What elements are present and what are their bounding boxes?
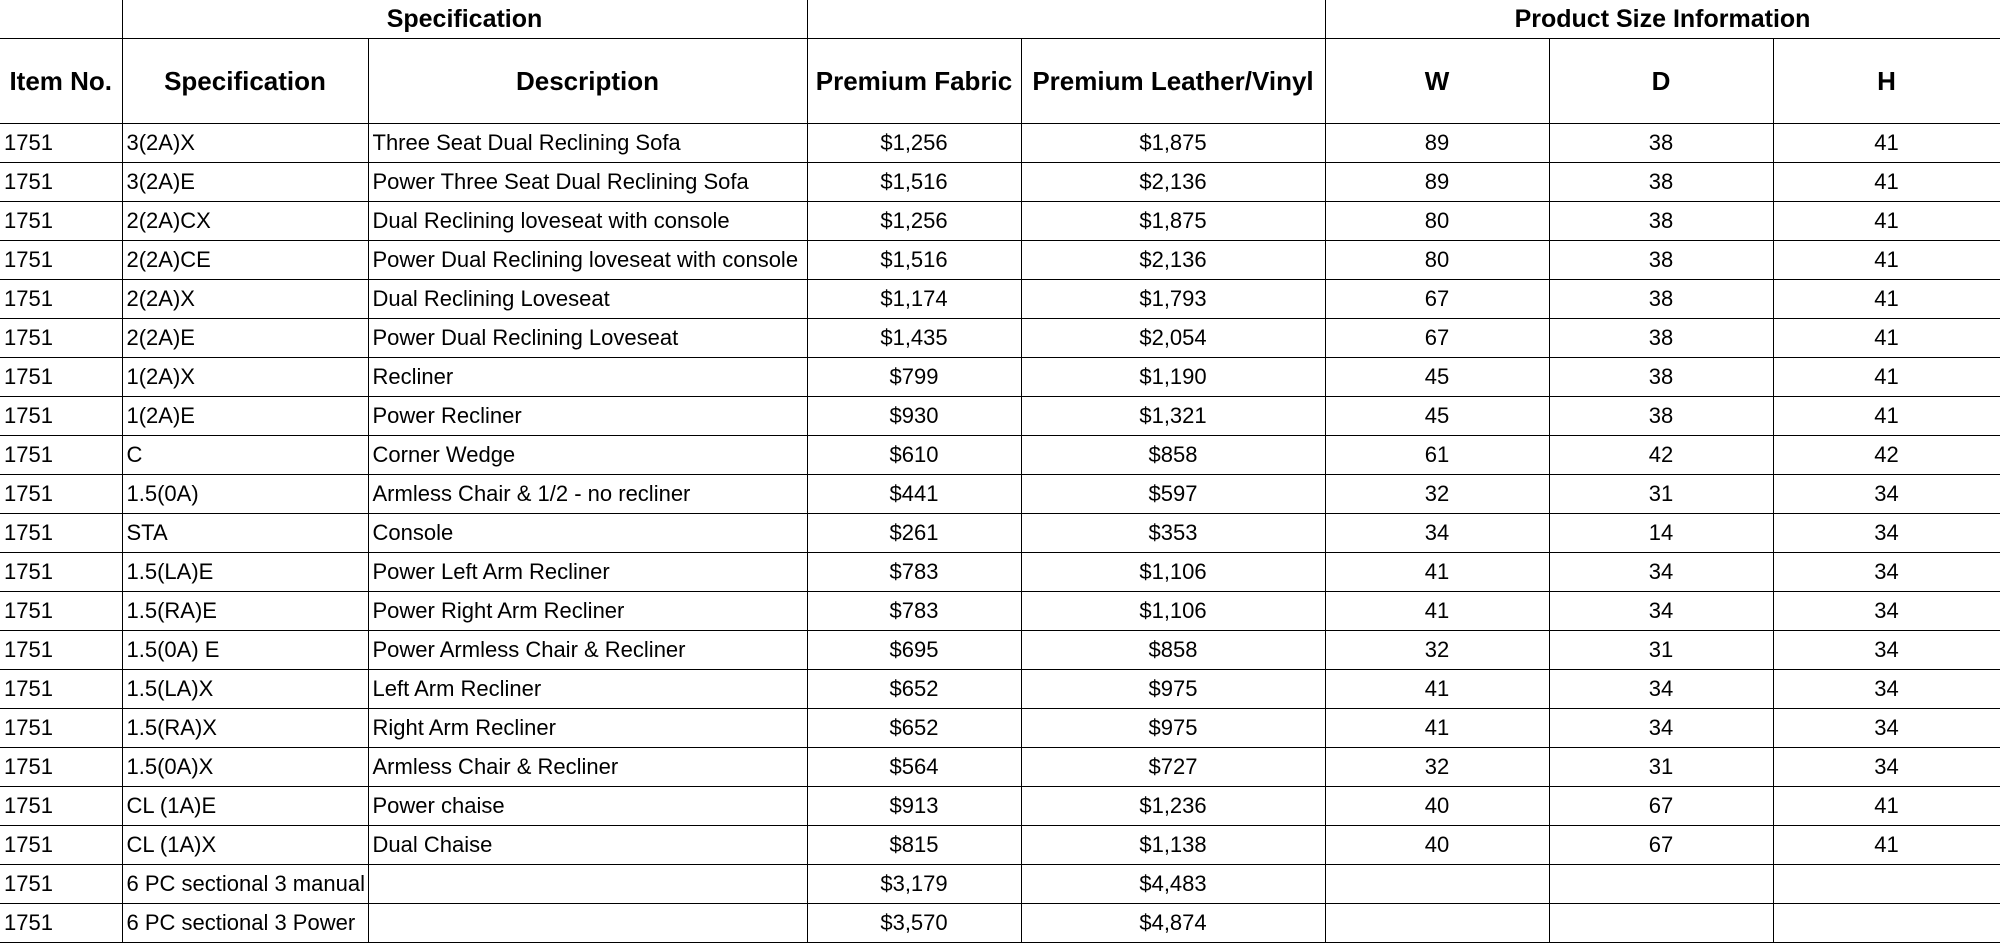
cell-premium-fabric: $3,570: [807, 904, 1021, 943]
table-row: [0, 358, 2000, 397]
cell-premium-leather: $858: [1021, 631, 1325, 670]
cell-item-no: 1751: [0, 631, 122, 670]
table-row: [0, 202, 2000, 241]
column-header-row: [0, 39, 2000, 124]
cell-item-no: 1751: [0, 241, 122, 280]
cell-h: 41: [1773, 202, 2000, 241]
cell-item-no: 1751: [0, 553, 122, 592]
cell-h: 34: [1773, 709, 2000, 748]
cell-description: Power Armless Chair & Recliner: [368, 631, 807, 670]
group-header-row: [0, 0, 2000, 39]
cell-premium-leather: $727: [1021, 748, 1325, 787]
cell-premium-fabric: $783: [807, 553, 1021, 592]
cell-d: 31: [1549, 475, 1773, 514]
cell-d: 67: [1549, 826, 1773, 865]
cell-premium-leather: $4,483: [1021, 865, 1325, 904]
cell-w: 32: [1325, 475, 1549, 514]
cell-w: 61: [1325, 436, 1549, 475]
cell-description: [368, 865, 807, 904]
cell-specification: 6 PC sectional 3 Power: [122, 904, 368, 943]
cell-d: 38: [1549, 397, 1773, 436]
table-row: [0, 514, 2000, 553]
cell-specification: 1.5(0A) E: [122, 631, 368, 670]
cell-item-no: 1751: [0, 397, 122, 436]
col-header-d: D: [1549, 39, 1773, 124]
cell-d: 38: [1549, 358, 1773, 397]
group-header-product-size: Product Size Information: [1325, 0, 2000, 39]
cell-item-no: 1751: [0, 124, 122, 163]
cell-w: 45: [1325, 358, 1549, 397]
cell-d: 31: [1549, 748, 1773, 787]
cell-d: 38: [1549, 202, 1773, 241]
cell-h: 41: [1773, 826, 2000, 865]
cell-description: [368, 904, 807, 943]
cell-w: 34: [1325, 514, 1549, 553]
table-row: [0, 475, 2000, 514]
cell-specification: 1.5(0A)X: [122, 748, 368, 787]
cell-premium-leather: $2,136: [1021, 163, 1325, 202]
table-row: [0, 826, 2000, 865]
table-row: [0, 592, 2000, 631]
cell-d: 14: [1549, 514, 1773, 553]
cell-premium-leather: $975: [1021, 670, 1325, 709]
cell-item-no: 1751: [0, 475, 122, 514]
cell-specification: 6 PC sectional 3 manual: [122, 865, 368, 904]
cell-description: Console: [368, 514, 807, 553]
table-row: [0, 553, 2000, 592]
cell-item-no: 1751: [0, 280, 122, 319]
table-row: [0, 865, 2000, 904]
cell-premium-leather: $1,106: [1021, 553, 1325, 592]
cell-description: Dual Reclining Loveseat: [368, 280, 807, 319]
cell-w: [1325, 865, 1549, 904]
cell-w: 41: [1325, 670, 1549, 709]
cell-premium-fabric: $815: [807, 826, 1021, 865]
cell-description: Power Right Arm Recliner: [368, 592, 807, 631]
table-row: [0, 397, 2000, 436]
cell-description: Dual Chaise: [368, 826, 807, 865]
cell-premium-fabric: $1,174: [807, 280, 1021, 319]
cell-item-no: 1751: [0, 514, 122, 553]
col-header-premium-leather: Premium Leather/Vinyl: [1021, 39, 1325, 124]
cell-h: 34: [1773, 670, 2000, 709]
cell-item-no: 1751: [0, 202, 122, 241]
cell-h: 41: [1773, 241, 2000, 280]
cell-d: 34: [1549, 592, 1773, 631]
cell-description: Right Arm Recliner: [368, 709, 807, 748]
col-header-specification: Specification: [122, 39, 368, 124]
cell-description: Power chaise: [368, 787, 807, 826]
cell-specification: CL (1A)E: [122, 787, 368, 826]
cell-premium-leather: $1,236: [1021, 787, 1325, 826]
cell-item-no: 1751: [0, 670, 122, 709]
cell-d: 38: [1549, 124, 1773, 163]
cell-item-no: 1751: [0, 436, 122, 475]
cell-specification: 1.5(LA)X: [122, 670, 368, 709]
cell-w: 80: [1325, 202, 1549, 241]
cell-premium-fabric: $610: [807, 436, 1021, 475]
cell-premium-leather: $1,793: [1021, 280, 1325, 319]
cell-premium-leather: $1,138: [1021, 826, 1325, 865]
cell-description: Recliner: [368, 358, 807, 397]
cell-w: 40: [1325, 826, 1549, 865]
cell-h: 34: [1773, 475, 2000, 514]
cell-specification: STA: [122, 514, 368, 553]
cell-specification: 3(2A)E: [122, 163, 368, 202]
cell-specification: C: [122, 436, 368, 475]
cell-premium-leather: $4,874: [1021, 904, 1325, 943]
table-row: [0, 787, 2000, 826]
cell-description: Left Arm Recliner: [368, 670, 807, 709]
cell-d: 38: [1549, 280, 1773, 319]
cell-item-no: 1751: [0, 826, 122, 865]
cell-w: 41: [1325, 592, 1549, 631]
cell-specification: 2(2A)CX: [122, 202, 368, 241]
cell-premium-leather: $2,136: [1021, 241, 1325, 280]
cell-premium-fabric: $1,516: [807, 241, 1021, 280]
cell-d: 38: [1549, 241, 1773, 280]
cell-specification: 1(2A)E: [122, 397, 368, 436]
cell-premium-fabric: $799: [807, 358, 1021, 397]
table-row: [0, 163, 2000, 202]
cell-d: 67: [1549, 787, 1773, 826]
cell-premium-leather: $1,106: [1021, 592, 1325, 631]
cell-item-no: 1751: [0, 748, 122, 787]
cell-premium-leather: $858: [1021, 436, 1325, 475]
cell-specification: 1.5(LA)E: [122, 553, 368, 592]
cell-item-no: 1751: [0, 709, 122, 748]
cell-premium-fabric: $652: [807, 670, 1021, 709]
cell-d: [1549, 904, 1773, 943]
cell-item-no: 1751: [0, 319, 122, 358]
cell-premium-fabric: $652: [807, 709, 1021, 748]
cell-premium-fabric: $1,516: [807, 163, 1021, 202]
cell-premium-fabric: $930: [807, 397, 1021, 436]
cell-h: 41: [1773, 358, 2000, 397]
cell-specification: 3(2A)X: [122, 124, 368, 163]
cell-h: 42: [1773, 436, 2000, 475]
cell-premium-leather: $597: [1021, 475, 1325, 514]
group-header-specification: Specification: [122, 0, 807, 39]
table-row: [0, 670, 2000, 709]
cell-d: 42: [1549, 436, 1773, 475]
cell-h: 34: [1773, 631, 2000, 670]
cell-premium-leather: $1,321: [1021, 397, 1325, 436]
cell-h: 34: [1773, 592, 2000, 631]
cell-w: [1325, 904, 1549, 943]
cell-item-no: 1751: [0, 592, 122, 631]
cell-description: Power Dual Reclining Loveseat: [368, 319, 807, 358]
cell-h: 41: [1773, 787, 2000, 826]
cell-premium-fabric: $783: [807, 592, 1021, 631]
cell-h: [1773, 865, 2000, 904]
cell-h: 34: [1773, 514, 2000, 553]
cell-item-no: 1751: [0, 865, 122, 904]
cell-premium-leather: $353: [1021, 514, 1325, 553]
cell-item-no: 1751: [0, 358, 122, 397]
cell-premium-fabric: $913: [807, 787, 1021, 826]
table-row: [0, 319, 2000, 358]
cell-w: 40: [1325, 787, 1549, 826]
cell-h: 41: [1773, 163, 2000, 202]
table-row: [0, 904, 2000, 943]
cell-d: 34: [1549, 709, 1773, 748]
cell-d: [1549, 865, 1773, 904]
cell-h: 34: [1773, 553, 2000, 592]
cell-premium-leather: $1,190: [1021, 358, 1325, 397]
cell-item-no: 1751: [0, 163, 122, 202]
cell-description: Corner Wedge: [368, 436, 807, 475]
cell-specification: 2(2A)E: [122, 319, 368, 358]
col-header-item-no: Item No.: [0, 39, 122, 124]
cell-premium-fabric: $441: [807, 475, 1021, 514]
cell-description: Three Seat Dual Reclining Sofa: [368, 124, 807, 163]
cell-w: 89: [1325, 124, 1549, 163]
cell-h: 41: [1773, 319, 2000, 358]
cell-description: Armless Chair & Recliner: [368, 748, 807, 787]
cell-w: 41: [1325, 553, 1549, 592]
cell-specification: 2(2A)CE: [122, 241, 368, 280]
cell-h: 41: [1773, 124, 2000, 163]
col-header-premium-fabric: Premium Fabric: [807, 39, 1021, 124]
cell-premium-fabric: $261: [807, 514, 1021, 553]
cell-premium-leather: $1,875: [1021, 124, 1325, 163]
cell-premium-fabric: $1,256: [807, 124, 1021, 163]
cell-w: 32: [1325, 748, 1549, 787]
cell-description: Power Recliner: [368, 397, 807, 436]
cell-description: Power Dual Reclining loveseat with console: [368, 241, 807, 280]
cell-premium-leather: $1,875: [1021, 202, 1325, 241]
cell-h: 41: [1773, 397, 2000, 436]
cell-h: [1773, 904, 2000, 943]
cell-w: 89: [1325, 163, 1549, 202]
cell-premium-fabric: $1,435: [807, 319, 1021, 358]
cell-w: 32: [1325, 631, 1549, 670]
cell-description: Power Three Seat Dual Reclining Sofa: [368, 163, 807, 202]
cell-d: 34: [1549, 553, 1773, 592]
cell-h: 41: [1773, 280, 2000, 319]
cell-specification: 1.5(0A): [122, 475, 368, 514]
cell-specification: 1(2A)X: [122, 358, 368, 397]
cell-description: Dual Reclining loveseat with console: [368, 202, 807, 241]
cell-premium-fabric: $1,256: [807, 202, 1021, 241]
cell-premium-fabric: $564: [807, 748, 1021, 787]
cell-specification: 1.5(RA)X: [122, 709, 368, 748]
cell-premium-leather: $2,054: [1021, 319, 1325, 358]
group-header-empty-left: [0, 0, 122, 39]
table-row: [0, 709, 2000, 748]
table-row: [0, 748, 2000, 787]
cell-d: 31: [1549, 631, 1773, 670]
cell-premium-fabric: $695: [807, 631, 1021, 670]
cell-specification: 1.5(RA)E: [122, 592, 368, 631]
group-header-pricing: [807, 0, 1325, 39]
cell-description: Power Left Arm Recliner: [368, 553, 807, 592]
cell-premium-leather: $975: [1021, 709, 1325, 748]
cell-specification: CL (1A)X: [122, 826, 368, 865]
cell-h: 34: [1773, 748, 2000, 787]
table-row: [0, 241, 2000, 280]
col-header-h: H: [1773, 39, 2000, 124]
col-header-description: Description: [368, 39, 807, 124]
cell-w: 45: [1325, 397, 1549, 436]
cell-w: 67: [1325, 319, 1549, 358]
cell-specification: 2(2A)X: [122, 280, 368, 319]
cell-w: 80: [1325, 241, 1549, 280]
cell-d: 38: [1549, 319, 1773, 358]
table-row: [0, 124, 2000, 163]
cell-d: 38: [1549, 163, 1773, 202]
table-row: [0, 436, 2000, 475]
cell-premium-fabric: $3,179: [807, 865, 1021, 904]
cell-description: Armless Chair & 1/2 - no recliner: [368, 475, 807, 514]
table-row: [0, 280, 2000, 319]
cell-w: 67: [1325, 280, 1549, 319]
cell-d: 34: [1549, 670, 1773, 709]
table-row: [0, 631, 2000, 670]
col-header-w: W: [1325, 39, 1549, 124]
cell-w: 41: [1325, 709, 1549, 748]
cell-item-no: 1751: [0, 904, 122, 943]
cell-item-no: 1751: [0, 787, 122, 826]
